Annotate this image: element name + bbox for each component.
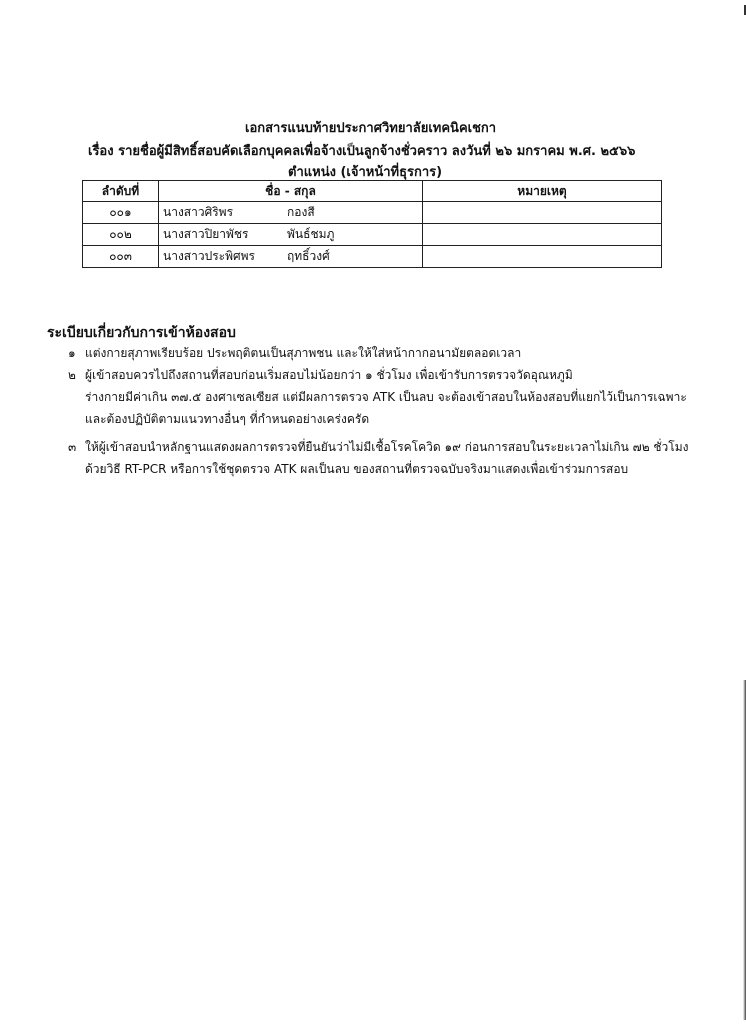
- row-remark: [423, 224, 662, 246]
- column-header-name: ชื่อ - สกุล: [159, 181, 423, 202]
- rule-number: ๓: [68, 440, 77, 454]
- row-number: ๐๐๒: [83, 224, 159, 246]
- column-header-number: ลำดับที่: [83, 181, 159, 202]
- rule-text-continued: ร่างกายมีค่าเกิน ๓๗.๕ องศาเซลเซียส แต่มีผลการตรวจ ATK เป็นลบ จะต้องเข้าสอบในห้องสอบที่แยกไว้เป็นการเฉพาะ: [85, 390, 687, 404]
- table-row: [83, 202, 662, 224]
- document-subject: เรื่อง รายชื่อผู้มีสิทธิ์สอบคัดเลือกบุคคลเพื่อจ้างเป็นลูกจ้างชั่วคราว ลงวันที่ ๒๖ มกราคม พ.ศ. ๒๕๖๖: [88, 144, 636, 159]
- last-name: พันธ์ชมภู: [287, 227, 335, 241]
- row-fullname: [159, 224, 423, 246]
- rule-text-continued: ด้วยวิธี RT-PCR หรือการใช้ชุดตรวจ ATK ผลเป็นลบ ของสถานที่ตรวจฉบับจริงมาแสดงเพื่อเข้าร่วมการสอบ: [85, 462, 629, 476]
- row-number: ๐๐๑: [83, 202, 159, 224]
- candidate-table: [82, 180, 662, 268]
- rule-number: ๒: [68, 368, 76, 382]
- row-remark: [423, 202, 662, 224]
- row-fullname: [159, 246, 423, 268]
- last-name: กองสี: [287, 205, 315, 219]
- rules-title: ระเบียบเกี่ยวกับการเข้าห้องสอบ: [47, 325, 236, 341]
- table-header-row: [83, 181, 662, 202]
- last-name: ฤทธิ์วงศ์: [287, 249, 330, 263]
- row-number: ๐๐๓: [83, 246, 159, 268]
- table-row: [83, 246, 662, 268]
- rule-text: แต่งกายสุภาพเรียบร้อย ประพฤติตนเป็นสุภาพชน และให้ใส่หน้ากากอนามัยตลอดเวลา: [85, 346, 522, 360]
- first-name: นางสาวศิริพร: [163, 205, 234, 219]
- document-heading: เอกสารแนบท้ายประกาศวิทยาลัยเทคนิคเชกา: [245, 121, 497, 136]
- document-position: ตำแหน่ง (เจ้าหน้าที่ธุรการ): [288, 165, 443, 180]
- first-name: นางสาวประพิศพร: [163, 249, 255, 263]
- column-header-remark: หมายเหตุ: [423, 181, 662, 202]
- rule-text: ผู้เข้าสอบควรไปถึงสถานที่สอบก่อนเริ่มสอบไม่น้อยกว่า ๑ ชั่วโมง เพื่อเข้ารับการตรวจวัดอุณหภูมิ: [85, 368, 573, 382]
- row-remark: [423, 246, 662, 268]
- rule-text-continued: และต้องปฏิบัติตามแนวทางอื่นๆ ที่กำหนดอย่างเคร่งครัด: [85, 412, 370, 426]
- rule-number: ๑: [68, 346, 76, 360]
- table-row: [83, 224, 662, 246]
- rule-text: ให้ผู้เข้าสอบนำหลักฐานแสดงผลการตรวจที่ยืนยันว่าไม่มีเชื้อโรคโควิด ๑๙ ก่อนการสอบในระยะเวลาไม่เกิน ๗๒ ชั่วโมง: [85, 440, 689, 454]
- row-fullname: [159, 202, 423, 224]
- first-name: นางสาวปิยาพัชร: [163, 227, 249, 241]
